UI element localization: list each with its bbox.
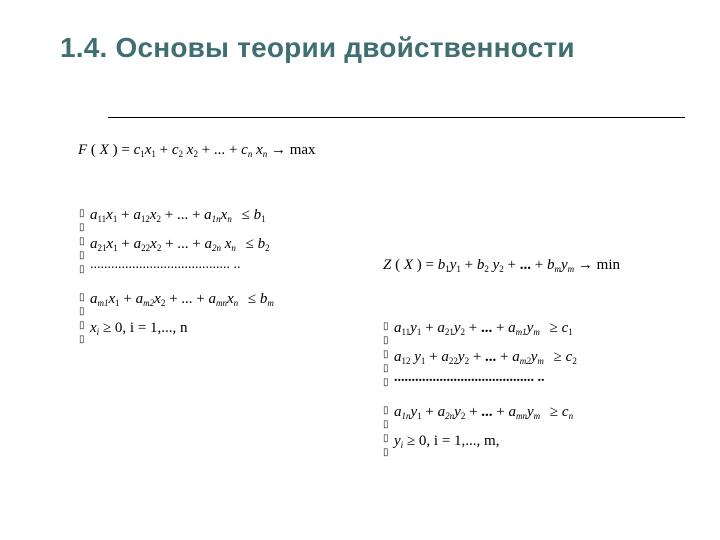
brace-icon: ▯ xyxy=(383,377,389,388)
dual-goal: min xyxy=(596,257,620,273)
arrow-icon: → xyxy=(577,257,593,273)
brace-icon: ▯ xyxy=(79,292,85,303)
brace-icon: ▯ xyxy=(79,264,85,275)
title-underline xyxy=(108,117,685,118)
primal-nonnegativity: $x_i \ge 0$, i = 1,..., n xyxy=(90,320,188,337)
brace-icon: ▯ xyxy=(383,405,389,416)
dual-nonnegativity: $y_i \ge 0$, i = 1,..., m, xyxy=(394,433,500,450)
brace-icon: ▯ xyxy=(79,306,85,317)
dual-objective: Z ( X ) = $b_1y_1 + b_2$ $y_2$ + ... + $b_my_m \to \min$ xyxy=(383,257,620,274)
brace-icon: ▯ xyxy=(79,236,85,247)
dual-nonneg-text: ≥ 0, i = 1,..., m, xyxy=(406,433,500,449)
primal-objective: F ( X ) = $c_1x_1 + c_2$ $x_2$ + ... + $c_n$ $x_n \to \max$ xyxy=(78,142,316,159)
brace-icon: ▯ xyxy=(383,321,389,332)
dual-constraint-n: $a_{1n}y_1 + a_{2n}y_2$ + ... + $a_{mn}y_m \ge c_n$ xyxy=(394,404,574,421)
brace-icon: ▯ xyxy=(383,363,389,374)
primal-dots-row: ........................................ .. xyxy=(90,257,241,272)
brace-icon: ▯ xyxy=(383,433,389,444)
brace-icon: ▯ xyxy=(79,250,85,261)
brace-icon: ▯ xyxy=(383,419,389,430)
arrow-icon: → xyxy=(270,142,286,158)
primal-constraint-m: $a_{m1}x_1 + a_{m2}x_2$ + ... + $a_{mn}x_n \le b_m$ xyxy=(90,291,274,308)
primal-nonneg-text: ≥ 0, i = 1,..., n xyxy=(102,320,188,336)
brace-icon: ▯ xyxy=(79,208,85,219)
brace-icon: ▯ xyxy=(383,335,389,346)
primal-goal: max xyxy=(289,142,316,158)
dual-dots-row: ........................................ .. xyxy=(394,370,545,385)
brace-icon: ▯ xyxy=(383,349,389,360)
brace-icon: ▯ xyxy=(79,320,85,331)
slide-title: 1.4. Основы теории двойственности xyxy=(60,32,575,63)
primal-constraint-2: $a_{21}x_1 + a_{22}x_2$ + ... + $a_{2n}$ $x_n \le b_2$ xyxy=(90,236,270,253)
dual-constraint-2: $a_{12}$ $y_1 + a_{22}y_2$ + ... + $a_{m2}y_m \ge c_2$ xyxy=(394,349,577,366)
brace-icon: ▯ xyxy=(79,334,85,345)
brace-icon: ▯ xyxy=(383,447,389,458)
dual-constraint-1: $a_{11}y_1 + a_{21}y_2$ + ... + $a_{m1}y_m \ge c_1$ xyxy=(394,320,573,337)
brace-icon: ▯ xyxy=(79,222,85,233)
primal-constraint-1: $a_{11}x_1 + a_{12}x_2$ + ... + $a_{1n}x_n \le b_1$ xyxy=(90,207,266,224)
